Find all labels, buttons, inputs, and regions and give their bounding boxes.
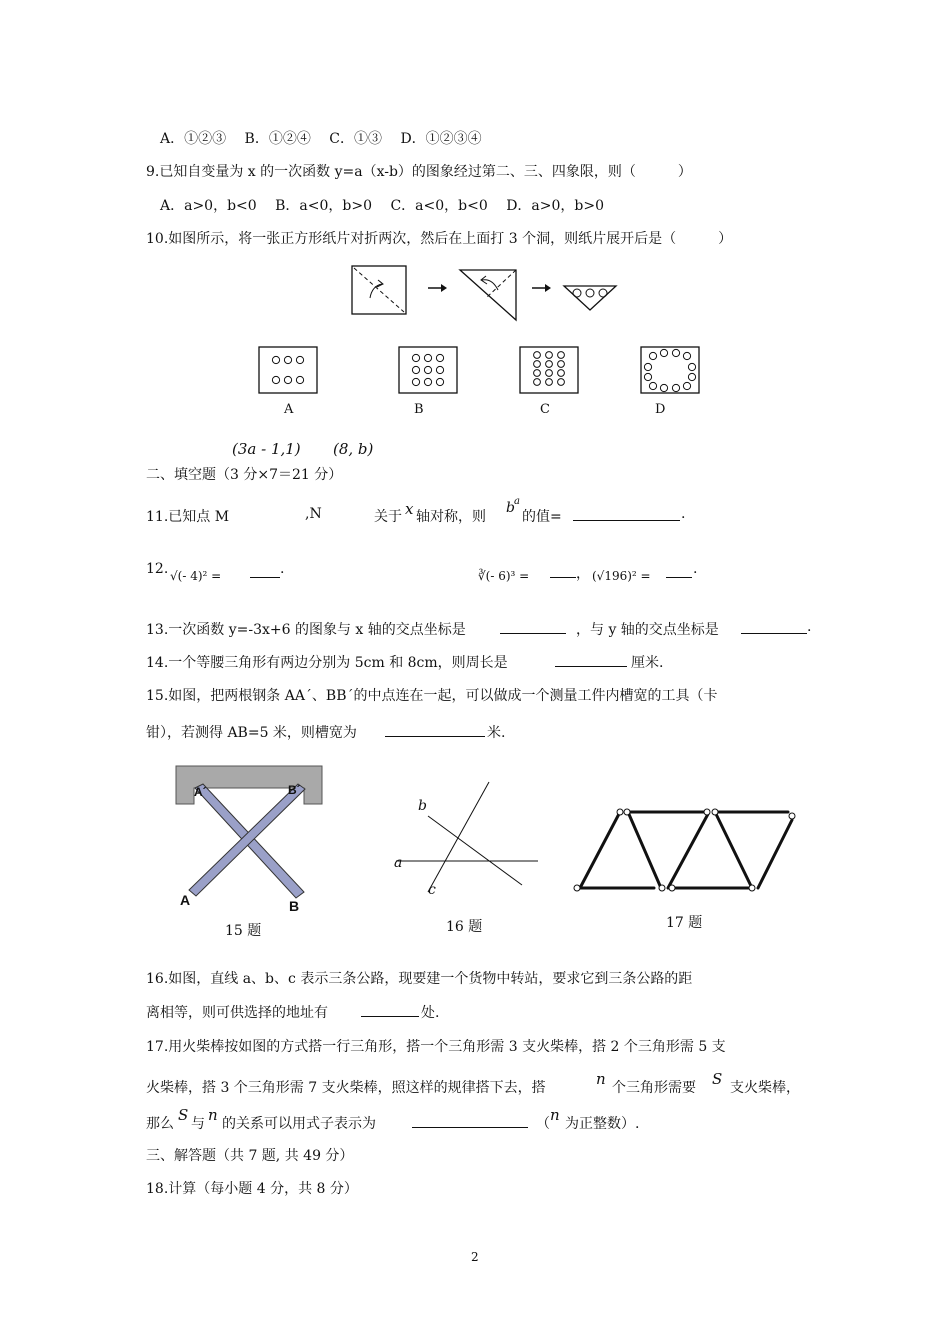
- point-n-coords: (8, b): [333, 440, 374, 458]
- q16-line-2b: 处.: [421, 1005, 440, 1021]
- q15-line-1: 15.如图，把两根钢条 AA´、BB´的中点连在一起，可以做成一个测量工件内槽宽的工具（卡: [146, 688, 718, 704]
- q16-line-1: 16.如图，直线 a、b、c 表示三条公路，现要建一个货物中转站，要求它到三条公路的距: [146, 971, 693, 987]
- q11-end: .: [681, 506, 686, 522]
- q12-expr-2: ∛(- 6)³ =: [478, 569, 530, 583]
- q14-blank[interactable]: [555, 652, 627, 667]
- q13-part-2: ，与 y 轴的交点坐标是: [576, 622, 719, 638]
- q14-unit: 厘米.: [631, 655, 664, 671]
- fig15-caption: 15 题: [225, 923, 262, 939]
- fig15-label-a: A: [180, 892, 191, 908]
- q12-blank-1[interactable]: [250, 563, 280, 578]
- q9-options: A．a>0，b<0 B．a<0，b>0 C．a<0，b<0 D．a>0，b>0: [160, 198, 605, 214]
- q10-stem: 10.如图所示，将一张正方形纸片对折两次，然后在上面打 3 个洞，则纸片展开后是（ ）: [146, 231, 733, 247]
- q12-blank-2[interactable]: [550, 563, 576, 578]
- fig16-label-b: b: [418, 798, 427, 814]
- q12-expr-3: (√196)² =: [592, 569, 651, 583]
- fig16-label-c: c: [428, 882, 436, 898]
- q13-part-1: 13.一次函数 y=-3x+6 的图象与 x 轴的交点坐标是: [146, 622, 466, 638]
- q11-prefix: 11.已知点 M: [146, 509, 230, 525]
- q17-line-3e: 为正整数）.: [565, 1116, 640, 1132]
- q15-line-2a: 钳），若测得 AB=5 米，则槽宽为: [146, 725, 357, 741]
- fig15-label-b-prime: B´: [288, 783, 301, 797]
- figure-16-lines: [390, 780, 550, 910]
- q17-line-3d: （: [536, 1116, 550, 1132]
- q11-a-exponent: a: [514, 496, 520, 507]
- q11-mid: ,N: [305, 506, 322, 522]
- section-3-heading: 三、解答题（共 7 题, 共 49 分）: [146, 1148, 354, 1164]
- q13-end: .: [807, 619, 812, 635]
- q17-s-1: S: [712, 1070, 723, 1088]
- q17-n-1: n: [596, 1070, 606, 1088]
- figure-17-matchsticks: [566, 802, 802, 898]
- fig15-label-a-prime: A´: [194, 785, 207, 799]
- folding-diagram: [340, 258, 630, 328]
- q14-text: 14.一个等腰三角形有两边分别为 5cm 和 8cm，则周长是: [146, 655, 508, 671]
- q12-end: .: [693, 561, 698, 577]
- choice-label-b: B: [414, 402, 424, 417]
- q17-line-3b: 与: [191, 1116, 205, 1132]
- q17-n-3: n: [550, 1106, 560, 1124]
- q12-blank-3[interactable]: [666, 563, 692, 578]
- fig17-caption: 17 题: [666, 915, 703, 931]
- point-m-coords: (3a - 1,1): [232, 440, 301, 458]
- q10-choice-a-figure: [258, 346, 318, 394]
- q8-options: A．①②③ B．①②④ C．①③ D．①②③④: [160, 131, 482, 147]
- q13-blank-2[interactable]: [741, 619, 807, 634]
- q17-line-1: 17.用火柴棒按如图的方式搭一行三角形，搭一个三角形需 3 支火柴棒，搭 2 个三角形需 5 支: [146, 1039, 726, 1055]
- q10-choice-b-figure: [398, 346, 458, 394]
- q11-tail: 的值=: [522, 509, 562, 525]
- fig16-label-a: a: [394, 855, 403, 871]
- q9-stem: 9.已知自变量为 x 的一次函数 y=a（x-b）的图象经过第二、三、四象限，则（ ）: [146, 164, 692, 180]
- q11-answer-blank[interactable]: [573, 506, 680, 521]
- q16-line-2a: 离相等，则可供选择的地址有: [146, 1005, 328, 1021]
- q11-b: b: [506, 500, 515, 516]
- choice-label-a: A: [284, 402, 294, 417]
- q18-heading: 18.计算（每小题 4 分，共 8 分）: [146, 1181, 358, 1197]
- q17-line-2c: 支火柴棒，: [730, 1080, 800, 1096]
- q17-blank[interactable]: [412, 1113, 528, 1128]
- q17-s-2: S: [178, 1106, 189, 1124]
- choice-label-d: D: [655, 402, 666, 417]
- section-2-heading: 二、填空题（3 分×7＝21 分）: [146, 467, 343, 483]
- q17-line-3a: 那么: [146, 1116, 174, 1132]
- q15-line-2b: 米.: [487, 725, 506, 741]
- q12-expr-1: √(- 4)² =: [170, 569, 222, 583]
- q12-dot: .: [280, 561, 285, 577]
- q15-blank[interactable]: [385, 722, 485, 737]
- choice-label-c: C: [540, 402, 550, 417]
- q11-axis: 轴对称，则: [416, 509, 486, 525]
- q12-comma: ，: [576, 566, 590, 582]
- q16-blank[interactable]: [361, 1002, 419, 1017]
- fig16-caption: 16 题: [446, 919, 483, 935]
- q11-x: x: [405, 500, 414, 518]
- q17-line-2b: 个三角形需要: [612, 1080, 696, 1096]
- q17-n-2: n: [208, 1106, 218, 1124]
- page-number: 2: [471, 1250, 479, 1264]
- q17-line-3c: 的关系可以用式子表示为: [222, 1116, 376, 1132]
- q11-about: 关于: [374, 509, 402, 525]
- q17-line-2a: 火柴棒，搭 3 个三角形需 7 支火柴棒，照这样的规律搭下去，搭: [146, 1080, 546, 1096]
- fig15-label-b: B: [289, 898, 300, 914]
- q13-blank-1[interactable]: [500, 619, 566, 634]
- q10-choice-c-figure: [519, 346, 579, 394]
- q12-num: 12.: [146, 561, 169, 577]
- q10-choice-d-figure: [640, 346, 700, 394]
